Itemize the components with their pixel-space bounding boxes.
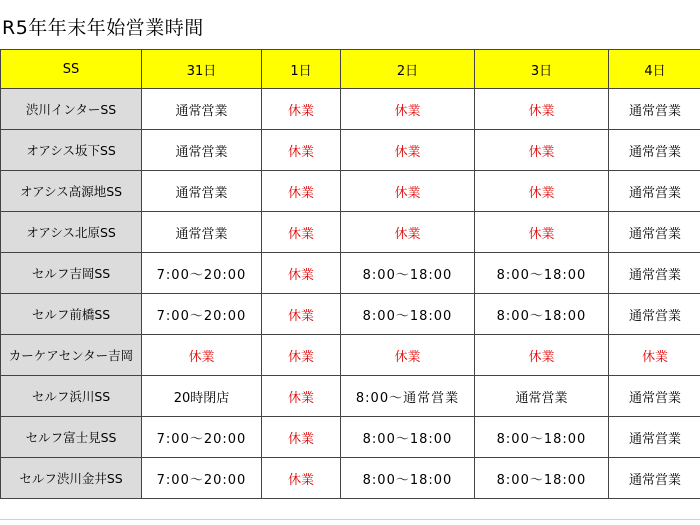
hours-cell: 7:00～20:00 — [142, 417, 262, 458]
hours-cell: 休業 — [475, 171, 609, 212]
station-name-cell: セルフ吉岡SS — [1, 253, 142, 294]
hours-cell: 休業 — [475, 89, 609, 130]
hours-cell: 休業 — [341, 171, 475, 212]
hours-cell: 休業 — [262, 417, 341, 458]
hours-cell: 8:00～18:00 — [475, 294, 609, 335]
hours-cell: 休業 — [609, 335, 700, 376]
column-header-day: 1日 — [262, 50, 341, 89]
page-title: R5年年末年始営業時間 — [2, 17, 204, 39]
hours-cell: 7:00～20:00 — [142, 458, 262, 499]
hours-cell: 通常営業 — [609, 253, 700, 294]
hours-cell: 通常営業 — [142, 171, 262, 212]
table-row — [1, 212, 700, 253]
station-name-cell: オアシス坂下SS — [1, 130, 142, 171]
hours-cell: 休業 — [341, 89, 475, 130]
hours-cell: 20時閉店 — [142, 376, 262, 417]
header-row — [1, 50, 700, 89]
hours-cell: 休業 — [262, 335, 341, 376]
hours-cell: 休業 — [341, 335, 475, 376]
hours-cell: 8:00～18:00 — [475, 417, 609, 458]
hours-cell: 通常営業 — [609, 376, 700, 417]
hours-cell: 8:00～18:00 — [475, 458, 609, 499]
table-row — [1, 253, 700, 294]
table-row — [1, 171, 700, 212]
hours-cell: 休業 — [475, 130, 609, 171]
table-row — [1, 294, 700, 335]
hours-cell: 休業 — [262, 212, 341, 253]
station-name-cell: セルフ富士見SS — [1, 417, 142, 458]
hours-cell: 休業 — [142, 335, 262, 376]
hours-cell: 通常営業 — [142, 89, 262, 130]
hours-cell: 休業 — [262, 130, 341, 171]
station-name-cell: 渋川インターSS — [1, 89, 142, 130]
table-row — [1, 335, 700, 376]
hours-cell: 8:00～18:00 — [475, 253, 609, 294]
hours-cell: 休業 — [475, 335, 609, 376]
hours-cell: 休業 — [262, 171, 341, 212]
hours-cell: 通常営業 — [609, 130, 700, 171]
hours-cell: 通常営業 — [142, 130, 262, 171]
hours-cell: 通常営業 — [609, 171, 700, 212]
table-row — [1, 376, 700, 417]
hours-cell: 休業 — [262, 376, 341, 417]
station-name-cell: セルフ前橋SS — [1, 294, 142, 335]
station-name-cell: オアシス北原SS — [1, 212, 142, 253]
table-body — [1, 89, 700, 499]
hours-cell: 休業 — [262, 294, 341, 335]
station-name-cell: セルフ渋川金井SS — [1, 458, 142, 499]
hours-cell: 8:00～18:00 — [341, 458, 475, 499]
hours-cell: 休業 — [341, 212, 475, 253]
station-name-cell: カーケアセンター吉岡 — [1, 335, 142, 376]
column-header-day: 3日 — [475, 50, 609, 89]
station-name-cell: オアシス高源地SS — [1, 171, 142, 212]
hours-cell: 7:00～20:00 — [142, 253, 262, 294]
hours-cell: 通常営業 — [475, 376, 609, 417]
hours-cell: 8:00～18:00 — [341, 253, 475, 294]
table-row — [1, 130, 700, 171]
column-header-day: 31日 — [142, 50, 262, 89]
table-row — [1, 89, 700, 130]
business-hours-table — [0, 49, 700, 499]
bottom-divider — [0, 519, 700, 520]
hours-cell: 8:00～18:00 — [341, 417, 475, 458]
column-header-day: 4日 — [609, 50, 700, 89]
table-row — [1, 417, 700, 458]
hours-cell: 通常営業 — [609, 458, 700, 499]
hours-cell: 8:00～18:00 — [341, 294, 475, 335]
column-header-station: SS — [1, 50, 142, 89]
hours-cell: 通常営業 — [609, 212, 700, 253]
hours-cell: 休業 — [262, 253, 341, 294]
hours-cell: 休業 — [475, 212, 609, 253]
hours-cell: 7:00～20:00 — [142, 294, 262, 335]
station-name-cell: セルフ浜川SS — [1, 376, 142, 417]
hours-cell: 8:00～通常営業 — [341, 376, 475, 417]
column-header-day: 2日 — [341, 50, 475, 89]
hours-cell: 休業 — [262, 89, 341, 130]
hours-cell: 通常営業 — [609, 417, 700, 458]
hours-cell: 通常営業 — [609, 294, 700, 335]
hours-cell: 休業 — [262, 458, 341, 499]
table-row — [1, 458, 700, 499]
hours-cell: 通常営業 — [142, 212, 262, 253]
hours-cell: 休業 — [341, 130, 475, 171]
hours-cell: 通常営業 — [609, 89, 700, 130]
